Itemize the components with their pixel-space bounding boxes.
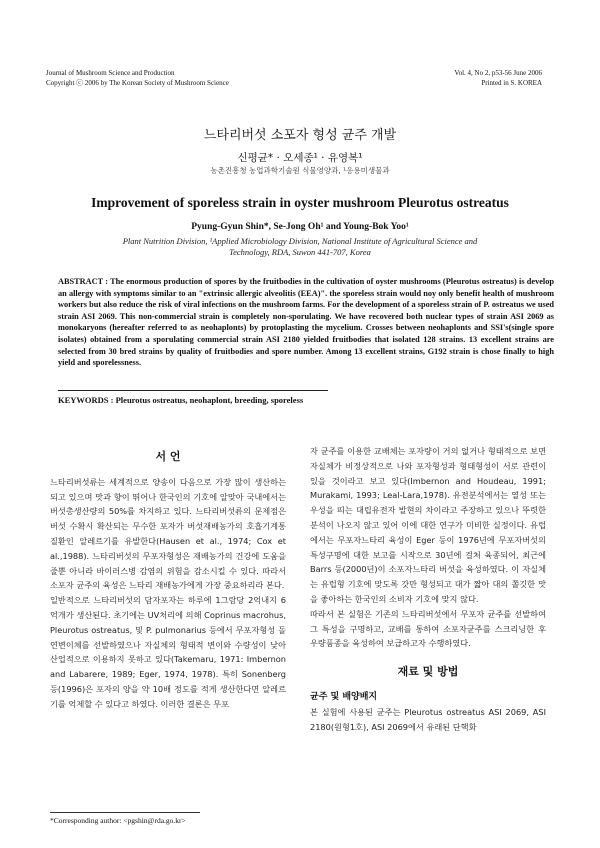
affiliation-line: Plant Nutrition Division, ¹Applied Microbiology Division, National Institute of Agricultural Science and (122, 236, 478, 246)
keywords: KEYWORDS : Pleurotus ostreatus, neohaplont, breeding, sporeless (58, 395, 304, 405)
korean-authors: 신평균* · 오세종¹ · 유영복¹ (237, 152, 363, 164)
printed-in: Printed in S. KOREA (481, 79, 542, 87)
intro-heading: 서 언 (155, 450, 181, 463)
footnote-divider (50, 812, 200, 813)
right-column (310, 444, 546, 734)
methods-heading: 재료 및 방법 (397, 665, 459, 679)
copyright-line: Copyright ⓒ 2006 by The Korean Society of Mushroom Science (46, 79, 229, 87)
paragraph: 본 실험에 사용된 균주는 Pleurotus ostreatus ASI 2069, ASI 2180(원형1호), ASI 2069에서 유래된 단핵화 (310, 706, 546, 732)
journal-name: Journal of Mushroom Science and Production (46, 69, 175, 77)
journal-header (46, 68, 229, 88)
english-authors: Pyung-Gyun Shin*, Se-Jong Oh¹ and Young-Bok Yoo¹ (191, 222, 409, 232)
affiliation-line: Technology, RDA, Suwon 441-707, Korea (229, 247, 371, 257)
paragraph: 느타리버섯류는 세계적으로 양송이 다음으로 가장 많이 생산하는 되고 있으며 맛과 향이 뛰어나 한국인의 기호에 알맞아 국내에서는 버섯총생산량의 50%를 차지하고 있다. 느타리버섯류의 문제점은 버섯 수확시 확산되는 무수한 포자가 버섯재배농가의 호흡기계통질환인 알레르기를 유발한다(Hausen et al., 1974; Cox et al.,1988). 느타리버섯의 무포자형성은 재배농가의 건강에 도움을 줄뿐 아니라 바이러스병 감염의 위험을 감소시킬 수 있다. 따라서 소포자 균주의 육성은 느타리 재배농가에게 가장 중요하리라 본다. (50, 476, 286, 591)
keywords-divider (58, 390, 328, 391)
paragraph: 일반적으로 느타리버섯의 담자포자는 하루에 1그람당 2억내지 6억개가 생산된다. 초기에는 UV처리에 의해 Coprinus macrohus, Pleurotus ostreatus, 및 P. pulmonarius 등에서 무포자형성 돌연변이체를 선발하였으나 자실체의 형태적 변이와 수량성이 낮아 산업적으로 이용하지 못하고 있다(Takemaru, 1971: Imbernon and Labarere, 1989; Eger, 1974, 1978). 특히 Sonenberg 등(1996)은 포자의 양을 약 10배 정도를 적게 생산한다면 알레르기를 억제할 수 있다고 하였다. 이러한 결론은 무포 (50, 595, 286, 709)
korean-affiliation: 농촌진흥청 농업과학기술원 식물영양과, ¹응용미생물과 (210, 166, 390, 175)
paragraph: 자 균주를 이용한 교배체는 포자량이 거의 없거나 형태적으로 보면 자실체가 비정상적으로 나와 포자형성과 형태형성이 서로 관련이 있을 것이라고 보고 있다(Imbernon and Houdeau, 1991; Murakami, 1993; Leal-Lara,1978). 유전분석에서는 열성 또는 우성을 띄는 대립유전자 발현의 차이라고 주장하고 있으나 뚜렷한 분석이 나오지 않고 있어 이에 대한 연구가 미비한 실정이다. 유럽에서는 무포자느타리 육성이 Eger 등이 1976년에 무포자버섯의 특성구명에 대한 보고를 시작으로 30년에 걸쳐 육종되어, 최근에 Barrs 등(2000년)이 소포자느타리 버섯을 육성하였다. 이 자실체는 유럽형 기호에 맞도록 갓만 형성되고 대가 짧아 대의 쫄깃한 맛을 좋아하는 한국인의 소비자 기호에 맞지 않다. (310, 446, 546, 604)
english-affiliation (0, 236, 600, 258)
issue-info: Vol. 4, No 2, p53-56 June 2006 (454, 69, 542, 77)
issue-header (454, 68, 542, 88)
abstract: ABSTRACT : The enormous production of spores by the fruitbodies in the cultivation of oyster mushrooms (Pleurotus ostreatus) is develop an allergy with symptoms similar to an "extrinsic allergic alveolitis (EEA)". the sporeless strain would noy only benefit health of mushroom workers but also reduce the risk of viral infections on the mushroom farms. For the development of a sporeless strain of P. ostreatus we used strain ASI 2069. This non-commercial strain is completely non-sporulating. We have recovered both nuclear types of strain ASI 2069 as monokaryons (hereafter referred to as neohaplonts) by protoplasting the mycelium. Crosses between neohaplonts and SSI's(single spore isolates) obtained from a sporulating commercial strain ASI 2180 yielded fruitbodies that isolated 128 strains. 13 excellent strains are selected from 30 bred strains by quality of fruitbodies and spore number. Among 13 excellent strains, G192 strain is chose finally to high yield and sporelessness. (58, 277, 554, 368)
corresponding-author-footnote: *Corresponding author: <pgshin@rda.go.kr> (50, 816, 186, 825)
english-title: Improvement of sporeless strain in oyster mushroom Pleurotus ostreatus (91, 195, 509, 210)
paragraph: 따라서 본 실험은 기존의 느타리버섯에서 무포자 균주를 선발하여 그 특성을 구명하고, 교배를 통하여 소포자균주를 스크리닝한 후 우량품종을 육성하여 보급하고자 수행하였다. (310, 608, 546, 649)
left-column (50, 444, 286, 712)
korean-title: 느타리버섯 소포자 형성 균주 개발 (203, 128, 397, 143)
methods-subheading: 균주 및 배양배지 (310, 691, 378, 702)
